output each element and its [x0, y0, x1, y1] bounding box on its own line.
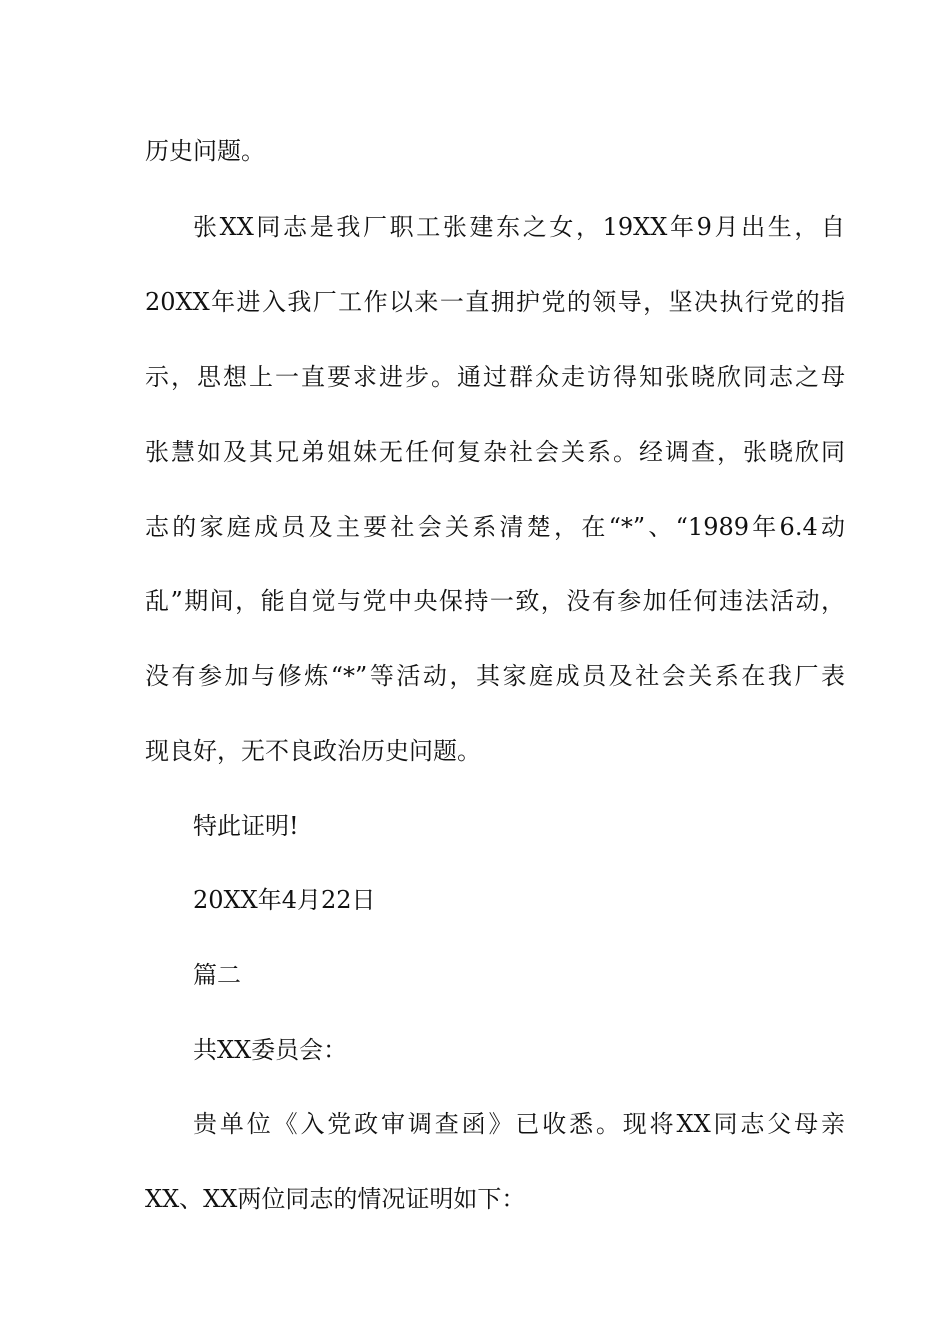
text-line-14: 贵单位《入党政审调查函》已收悉。现将XX同志父母亲 — [193, 1110, 845, 1138]
text-line-3: 20XX年进入我厂工作以来一直拥护党的领导，坚决执行党的指 — [145, 288, 845, 316]
text-line-6: 志的家庭成员及主要社会关系清楚，在“*”、“1989年6.4动 — [145, 513, 845, 541]
addressee: 共XX委员会： — [193, 1036, 348, 1064]
text-line-9: 现良好，无不良政治历史问题。 — [145, 737, 481, 765]
document-date: 20XX年4月22日 — [193, 886, 376, 914]
text-line-7: 乱”期间，能自觉与党中央保持一致，没有参加任何违法活动， — [145, 587, 845, 615]
text-line-8: 没有参加与修炼“*”等活动，其家庭成员及社会关系在我厂表 — [145, 662, 845, 690]
text-line-15: XX、XX两位同志的情况证明如下： — [145, 1185, 526, 1213]
text-line-4: 示，思想上一直要求进步。通过群众走访得知张晓欣同志之母 — [145, 363, 845, 391]
text-line-1: 历史问题。 — [145, 137, 265, 165]
certification-statement: 特此证明! — [193, 812, 299, 840]
text-line-2: 张XX同志是我厂职工张建东之女，19XX年9月出生，自 — [193, 213, 845, 241]
text-line-5: 张慧如及其兄弟姐妹无任何复杂社会关系。经调查，张晓欣同 — [145, 438, 845, 466]
section-heading: 篇二 — [193, 961, 241, 989]
